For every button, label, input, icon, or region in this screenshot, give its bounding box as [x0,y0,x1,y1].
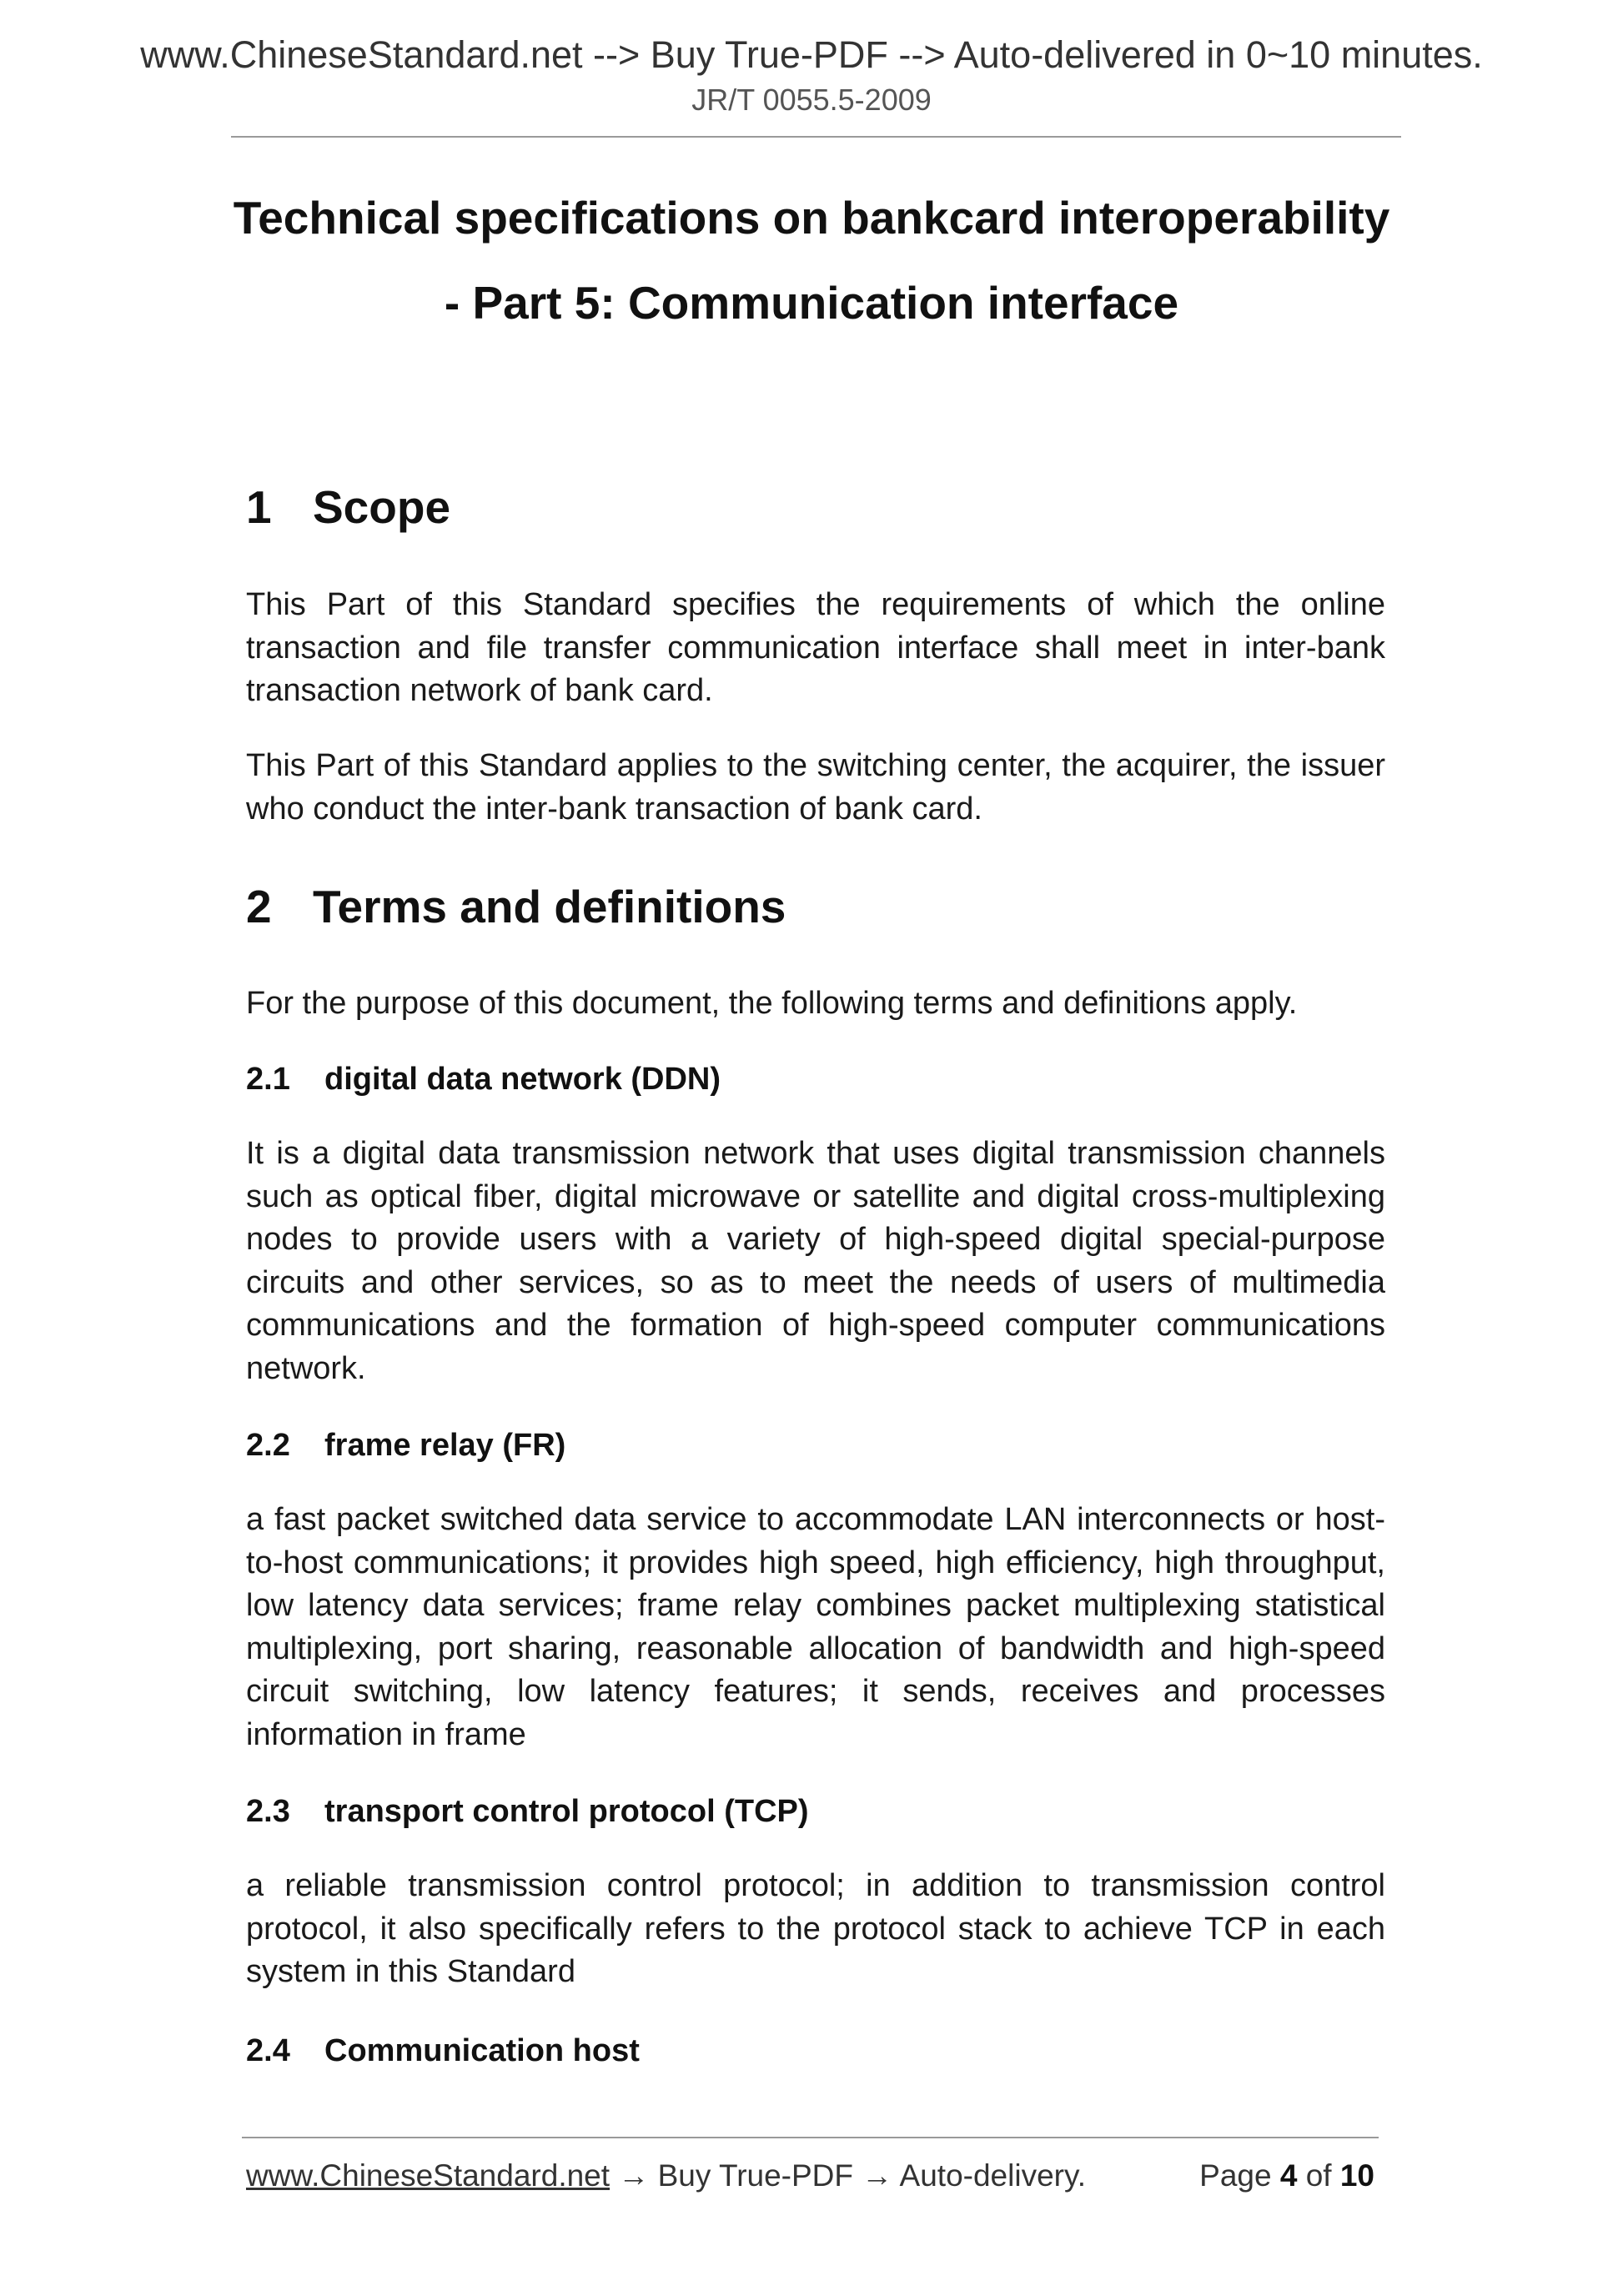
term-2-2-number: 2.2 [246,1428,290,1463]
section-1-heading [246,480,450,535]
section-2-number: 2 [246,881,272,932]
footer-delivery-text: Auto-delivery. [899,2158,1087,2193]
page-of-label: of [1305,2158,1332,2193]
page-total: 10 [1339,2158,1374,2193]
term-2-4-title: Communication host [324,2033,640,2068]
page-label: Page [1199,2158,1272,2193]
term-2-3-definition: a reliable transmission control protocol; in addition to transmission control protocol, it also specifically refers to the protocol stack to achieve TCP in each system in this Standard [246,1868,1385,1989]
term-2-4-heading [246,2031,640,2071]
arrow-right-icon: → [862,2158,893,2193]
header-divider [231,136,1401,138]
section-1-paragraph-2: This Part of this Standard applies to the switching center, the acquirer, the issuer who conduct the inter-bank transaction of bank card. [246,748,1385,826]
document-id: JR/T 0055.5-2009 [691,83,932,117]
footer-buy-text: Buy True-PDF [657,2158,854,2193]
term-2-1-title: digital data network (DDN) [324,1062,721,1097]
term-2-2-heading [246,1425,565,1465]
term-2-2-definition: a fast packet switched data service to accommodate LAN interconnects or host-to-host communications; it provides high speed, high efficiency, high throughput, low latency data services; frame relay combines packet multiplexing statistical multiplexing, port sharing, reasonable allocation of bandwidth and high-speed circuit switching, low latency features; it sends, receives and processes information in frame [246,1502,1385,1752]
term-2-1-number: 2.1 [246,1062,290,1097]
term-2-3-title: transport control protocol (TCP) [324,1794,809,1829]
term-2-2-title: frame relay (FR) [324,1428,566,1463]
term-2-3-number: 2.3 [246,1794,290,1829]
page-current: 4 [1279,2158,1298,2193]
footer-divider [242,2137,1379,2138]
section-2-heading [246,879,786,934]
term-2-1-definition: It is a digital data transmission network that uses digital transmission channels such as optical fiber, digital microwave or satellite and digital cross-multiplexing nodes to provide users with a variety of high-speed digital special-purpose circuits and other services, so as to meet the needs of users of multimedia communications and the formation of high-speed computer communications network. [246,1136,1385,1386]
footer-promo [246,2156,1086,2196]
document-title-line-2: - Part 5: Communication interface [444,277,1179,329]
section-1-paragraph-1: This Part of this Standard specifies the requirements of which the online transaction and file transfer communication interface shall meet in inter-bank transaction network of bank card. [246,587,1385,708]
arrow-right-icon: → [618,2158,650,2193]
section-1-title: Scope [313,481,451,533]
section-2-intro: For the purpose of this document, the following terms and definitions apply. [246,986,1298,1021]
header-banner: www.ChineseStandard.net --> Buy True-PDF --> Auto-delivered in 0~10 minutes. [140,33,1483,76]
term-2-4-number: 2.4 [246,2033,290,2068]
document-title-line-1: Technical specifications on bankcard interoperability [233,192,1390,244]
term-2-1-heading [246,1059,721,1099]
section-2-title: Terms and definitions [313,881,786,932]
section-1-number: 1 [246,481,272,533]
term-2-3-heading [246,1791,809,1831]
footer-website-link[interactable]: www.ChineseStandard.net [246,2158,611,2193]
page-indicator [1199,2156,1374,2196]
